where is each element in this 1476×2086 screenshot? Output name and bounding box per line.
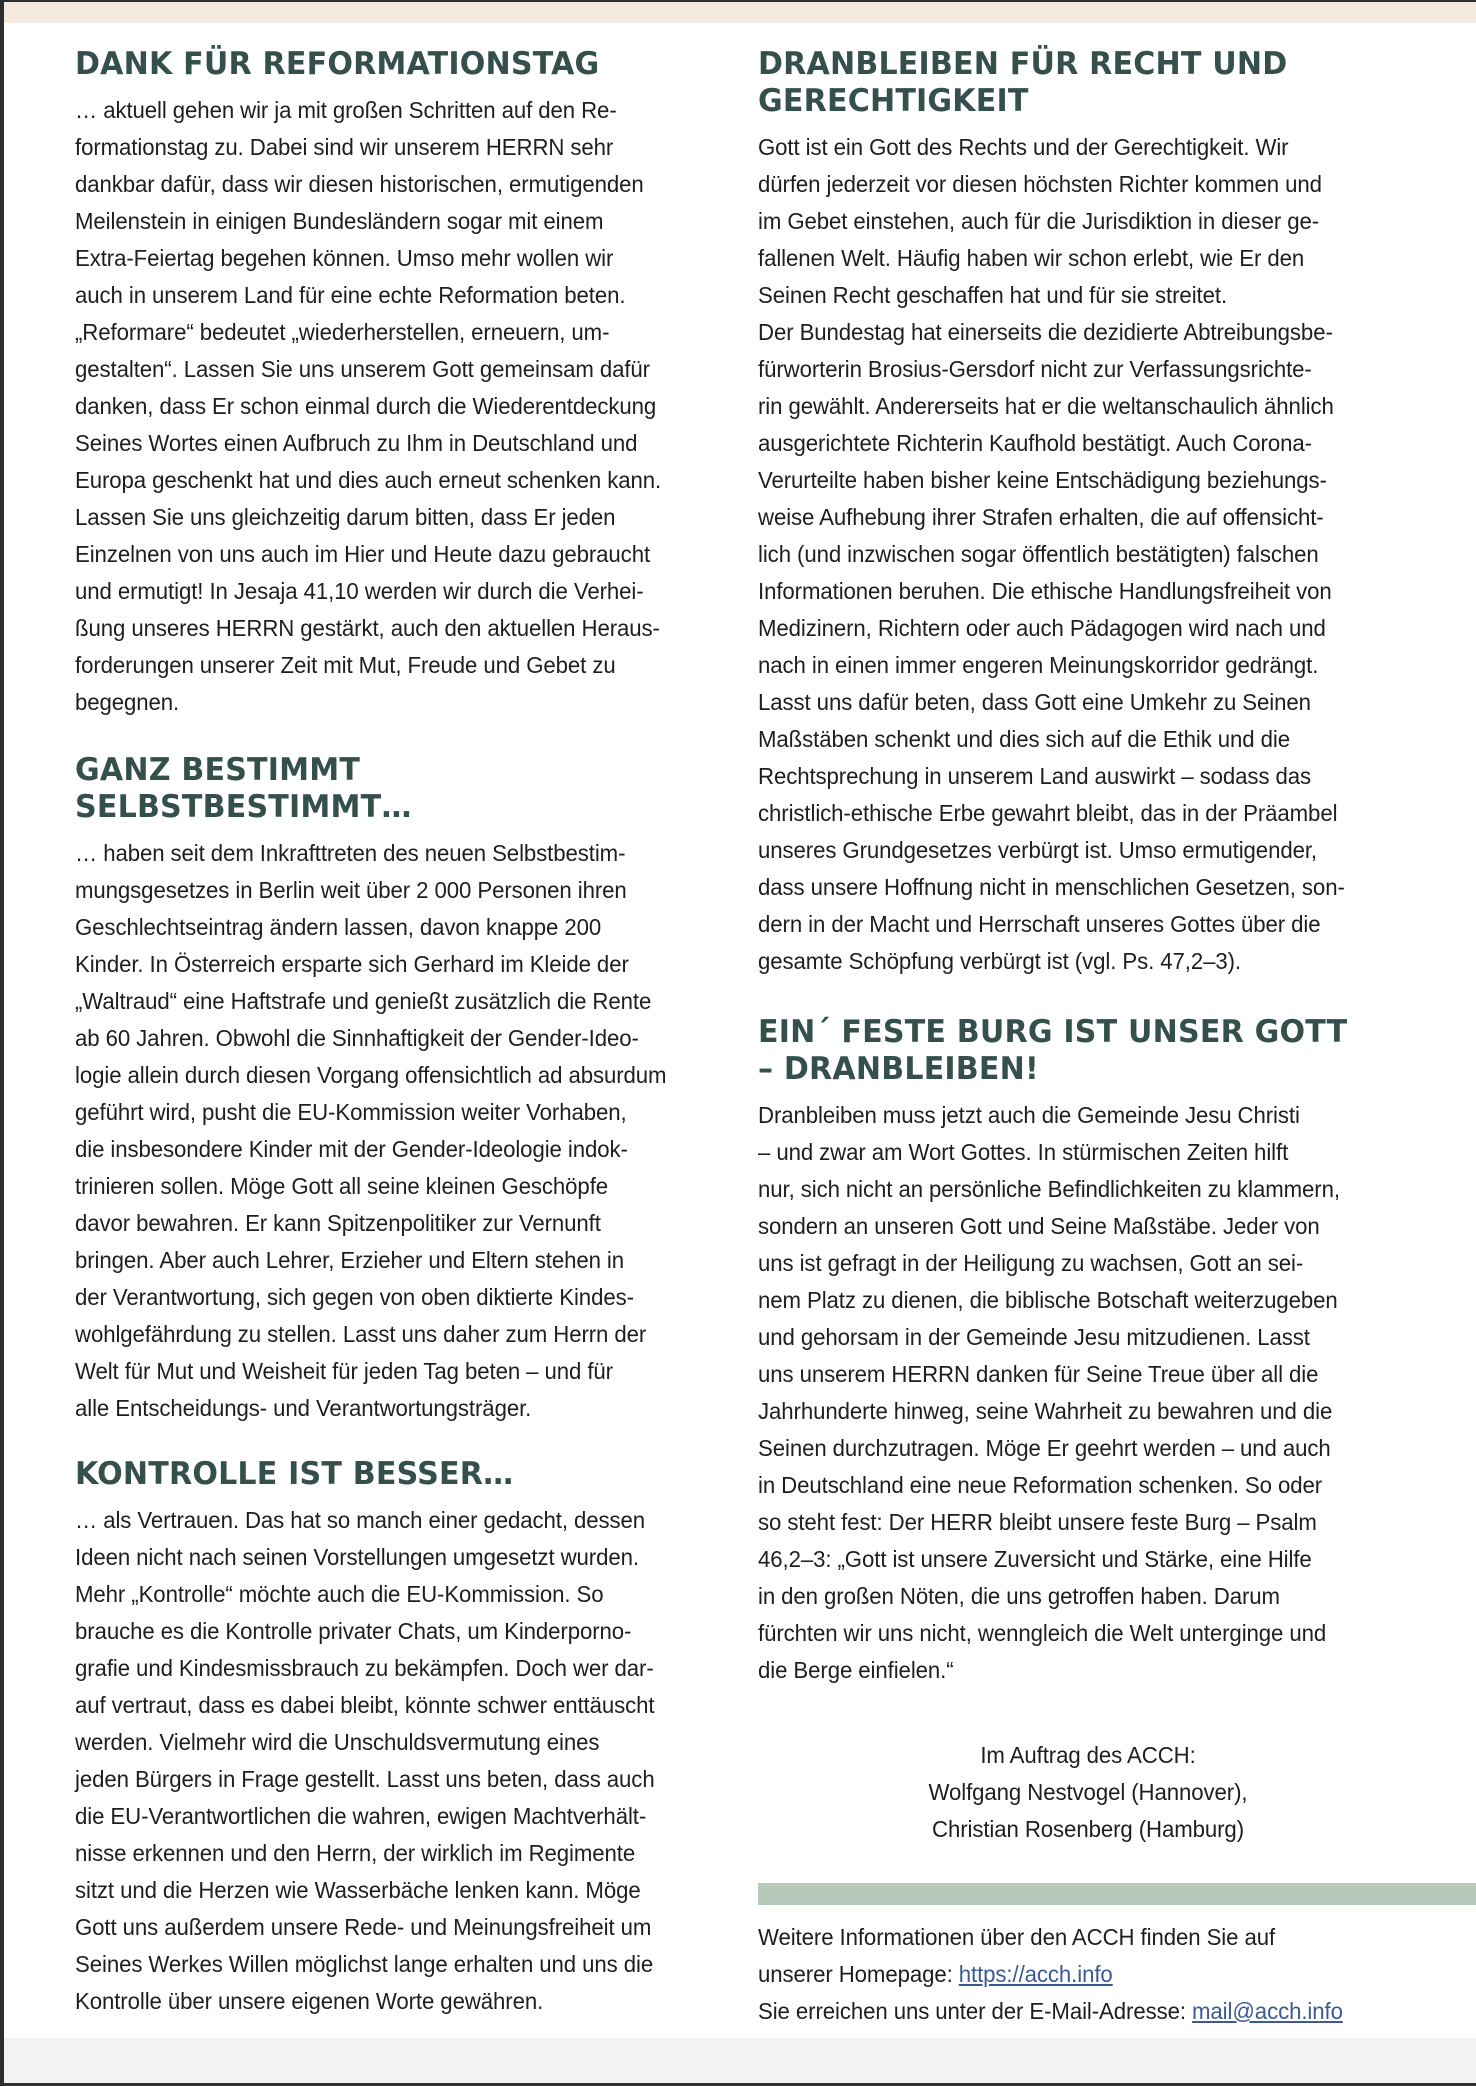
- body-text-line: trinieren sollen. Möge Gott all seine kleinen Geschöpfe: [75, 1173, 609, 1199]
- section-heading: KONTROLLE IST BESSER…: [75, 1456, 514, 1492]
- body-text-line: davor bewahren. Er kann Spitzenpolitiker zur Vernunft: [75, 1210, 601, 1236]
- body-text-line: gesamte Schöpfung verbürgt ist (vgl. Ps. 47,2–3).: [758, 948, 1241, 974]
- contact-info: [758, 1919, 1377, 2030]
- section-heading: GANZ BESTIMMT: [75, 752, 361, 788]
- homepage-line: [758, 1956, 1343, 1993]
- body-text-line: wohlgefährdung zu stellen. Lasst uns daher zum Herrn der: [75, 1321, 647, 1347]
- section-ein-feste-burg: [758, 1014, 1374, 1689]
- body-text-line: in Deutschland eine neue Reformation schenken. So oder: [758, 1472, 1323, 1498]
- homepage-link[interactable]: https://acch.info: [958, 1961, 1113, 1987]
- body-text-line: sitzt und die Herzen wie Wasserbäche lenken kann. Möge: [75, 1877, 641, 1903]
- body-text-line: Geschlechtseintrag ändern lassen, davon knappe 200: [75, 914, 602, 940]
- body-text-line: Welt für Mut und Weisheit für jeden Tag beten – und für: [75, 1358, 613, 1384]
- body-text-line: Der Bundestag hat einerseits die dezidierte Abtreibungsbe-: [758, 319, 1333, 345]
- body-text-line: mungsgesetzes in Berlin weit über 2 000 Personen ihren: [75, 877, 627, 903]
- body-text-line: nisse erkennen und den Herrn, der wirklich im Regimente: [75, 1840, 636, 1866]
- signature-line: Christian Rosenberg (Hamburg): [932, 1816, 1244, 1842]
- body-text-line: Verurteilte haben bisher keine Entschädigung beziehungs-: [758, 467, 1327, 493]
- body-text-line: im Gebet einstehen, auch für die Jurisdiktion in dieser ge-: [758, 208, 1320, 234]
- body-text-line: fürworterin Brosius-Gersdorf nicht zur Verfassungsrichte-: [758, 356, 1312, 382]
- body-text-line: Lasst uns dafür beten, dass Gott eine Umkehr zu Seinen: [758, 689, 1311, 715]
- body-text-line: in den großen Nöten, die uns getroffen haben. Darum: [758, 1583, 1280, 1609]
- body-text-line: ßung unseres HERRN gestärkt, auch den aktuellen Heraus-: [75, 615, 660, 641]
- body-text-line: Meilenstein in einigen Bundesländern sogar mit einem: [75, 208, 604, 234]
- body-text-line: danken, dass Er schon einmal durch die Wiederentdeckung: [75, 393, 657, 419]
- body-text-line: auf vertraut, dass es dabei bleibt, könnte schwer enttäuscht: [75, 1692, 655, 1718]
- signature-block: [758, 1737, 1418, 1848]
- body-text-line: Seines Werkes Willen möglichst lange erhalten und uns die: [75, 1951, 654, 1977]
- body-text-line: … als Vertrauen. Das hat so manch einer gedacht, dessen: [75, 1507, 646, 1533]
- body-text-line: begegnen.: [75, 689, 180, 715]
- section-heading: – DRANBLEIBEN!: [758, 1051, 1039, 1087]
- body-text-line: „Reformare“ bedeutet „wiederherstellen, erneuern, um-: [75, 319, 610, 345]
- section-body: [75, 835, 701, 1427]
- section-body: [758, 1097, 1374, 1689]
- body-text-line: Einzelnen von uns auch im Hier und Heute dazu gebraucht: [75, 541, 651, 567]
- section-heading: DANK FÜR REFORMATIONSTAG: [75, 46, 600, 82]
- body-text-line: bringen. Aber auch Lehrer, Erzieher und Eltern stehen in: [75, 1247, 625, 1273]
- body-text-line: Informationen beruhen. Die ethische Handlungsfreiheit von: [758, 578, 1332, 604]
- body-text-line: fallenen Welt. Häufig haben wir schon erlebt, wie Er den: [758, 245, 1305, 271]
- body-text-line: Kontrolle über unsere eigenen Worte gewähren.: [75, 1988, 544, 2014]
- body-text-line: – und zwar am Wort Gottes. In stürmischen Zeiten hilft: [758, 1139, 1289, 1165]
- body-text-line: christlich-ethische Erbe gewahrt bleibt, das in der Präambel: [758, 800, 1338, 826]
- body-text-line: dankbar dafür, dass wir diesen historischen, ermutigenden: [75, 171, 644, 197]
- section-kontrolle-ist-besser: [75, 1456, 688, 2020]
- body-text-line: auch in unserem Land für eine echte Reformation beten.: [75, 282, 626, 308]
- email-link[interactable]: mail@acch.info: [1192, 1998, 1343, 2024]
- body-text-line: Rechtsprechung in unserem Land auswirkt – sodass das: [758, 763, 1312, 789]
- body-text-line: uns unserem HERRN danken für Seine Treue über all die: [758, 1361, 1319, 1387]
- body-text-line: „Waltraud“ eine Haftstrafe und genießt zusätzlich die Rente: [75, 988, 652, 1014]
- body-text-line: Jahrhunderte hinweg, seine Wahrheit zu bewahren und die: [758, 1398, 1333, 1424]
- section-ganz-bestimmt-selbstbestimmt: [75, 752, 701, 1427]
- section-body: [75, 92, 695, 721]
- body-text-line: nem Platz zu dienen, die biblische Botschaft weiterzugeben: [758, 1287, 1338, 1313]
- body-text-line: Mehr „Kontrolle“ möchte auch die EU-Kommission. So: [75, 1581, 604, 1607]
- body-text-line: lich (und inzwischen sogar öffentlich bestätigten) falschen: [758, 541, 1319, 567]
- page-header-band: [0, 2, 1476, 23]
- body-text-line: die Berge einfielen.“: [758, 1657, 954, 1683]
- body-text-line: Seines Wortes einen Aufbruch zu Ihm in Deutschland und: [75, 430, 638, 456]
- body-text-line: Maßstäben schenkt und dies sich auf die Ethik und die: [758, 726, 1291, 752]
- body-text-line: alle Entscheidungs- und Verantwortungsträger.: [75, 1395, 532, 1421]
- body-text-line: uns ist gefragt in der Heiligung zu wachsen, Gott an sei-: [758, 1250, 1304, 1276]
- body-text-line: dern in der Macht und Herrschaft unseres Gottes über die: [758, 911, 1321, 937]
- body-text-line: logie allein durch diesen Vorgang offensichtlich ad absurdum: [75, 1062, 667, 1088]
- section-dranbleiben-recht-gerechtigkeit: [758, 46, 1379, 980]
- body-text-line: Dranbleiben muss jetzt auch die Gemeinde Jesu Christi: [758, 1102, 1300, 1128]
- body-text-line: nur, sich nicht an persönliche Befindlichkeiten zu klammern,: [758, 1176, 1340, 1202]
- contact-intro: Weitere Informationen über den ACCH finden Sie auf: [758, 1924, 1276, 1950]
- body-text-line: fürchten wir uns nicht, wenngleich die Welt unterginge und: [758, 1620, 1327, 1646]
- body-text-line: ab 60 Jahren. Obwohl die Sinnhaftigkeit der Gender-Ideo-: [75, 1025, 639, 1051]
- body-text-line: Seinen durchzutragen. Möge Er geehrt werden – und auch: [758, 1435, 1331, 1461]
- body-text-line: und gehorsam in der Gemeinde Jesu mitzudienen. Lasst: [758, 1324, 1310, 1350]
- section-heading: DRANBLEIBEN FÜR RECHT UND: [758, 46, 1288, 82]
- body-text-line: und ermutigt! In Jesaja 41,10 werden wir durch die Verhei-: [75, 578, 644, 604]
- section-body: [758, 129, 1379, 980]
- section-body: [75, 1502, 688, 2020]
- body-text-line: der Verantwortung, sich gegen von oben diktierte Kindes-: [75, 1284, 634, 1310]
- page-footer-band: [0, 2038, 1476, 2083]
- body-text-line: Gott uns außerdem unsere Rede- und Meinungsfreiheit um: [75, 1914, 652, 1940]
- email-line: [758, 1993, 1343, 2030]
- body-text-line: Seinen Recht geschaffen hat und für sie streitet.: [758, 282, 1228, 308]
- section-heading: EIN´ FESTE BURG IST UNSER GOTT: [758, 1014, 1348, 1050]
- signature-line: Im Auftrag des ACCH:: [980, 1742, 1196, 1768]
- body-text-line: werden. Vielmehr wird die Unschuldsvermutung eines: [75, 1729, 600, 1755]
- body-text-line: Extra-Feiertag begehen können. Umso mehr wollen wir: [75, 245, 614, 271]
- body-text-line: die insbesondere Kinder mit der Gender-Ideologie indok-: [75, 1136, 628, 1162]
- body-text-line: nach in einen immer engeren Meinungskorridor gedrängt.: [758, 652, 1319, 678]
- body-text-line: brauche es die Kontrolle privater Chats, um Kinderporno-: [75, 1618, 632, 1644]
- body-text-line: Ideen nicht nach seinen Vorstellungen umgesetzt wurden.: [75, 1544, 639, 1570]
- body-text-line: 46,2–3: „Gott ist unsere Zuversicht und Stärke, eine Hilfe: [758, 1546, 1312, 1572]
- body-text-line: geführt wird, pusht die EU-Kommission weiter Vorhaben,: [75, 1099, 627, 1125]
- body-text-line: grafie und Kindesmissbrauch zu bekämpfen. Doch wer dar-: [75, 1655, 654, 1681]
- section-heading: SELBSTBESTIMMT…: [75, 789, 412, 825]
- body-text-line: forderungen unserer Zeit mit Mut, Freude und Gebet zu: [75, 652, 616, 678]
- body-text-line: ausgerichtete Richterin Kaufhold bestätigt. Auch Corona-: [758, 430, 1312, 456]
- body-text-line: Gott ist ein Gott des Rechts und der Gerechtigkeit. Wir: [758, 134, 1289, 160]
- body-text-line: jeden Bürgers in Frage gestellt. Lasst uns beten, dass auch: [75, 1766, 655, 1792]
- body-text-line: Europa geschenkt hat und dies auch erneut schenken kann.: [75, 467, 662, 493]
- section-heading: GERECHTIGKEIT: [758, 83, 1029, 119]
- body-text-line: dass unsere Hoffnung nicht in menschlichen Gesetzen, son-: [758, 874, 1345, 900]
- contact-divider-bar: [758, 1883, 1476, 1905]
- body-text-line: unseres Grundgesetzes verbürgt ist. Umso ermutigender,: [758, 837, 1317, 863]
- body-text-line: rin gewählt. Andererseits hat er die weltanschaulich ähnlich: [758, 393, 1334, 419]
- body-text-line: … haben seit dem Inkrafttreten des neuen Selbstbestim-: [75, 840, 626, 866]
- body-text-line: Medizinern, Richtern oder auch Pädagogen wird nach und: [758, 615, 1326, 641]
- body-text-line: formationstag zu. Dabei sind wir unserem HERRN sehr: [75, 134, 614, 160]
- body-text-line: sondern an unseren Gott und Seine Maßstäbe. Jeder von: [758, 1213, 1320, 1239]
- section-dank-fuer-reformationstag: [75, 46, 695, 721]
- email-prefix: Sie erreichen uns unter der E-Mail-Adresse:: [758, 1998, 1193, 2024]
- body-text-line: … aktuell gehen wir ja mit großen Schritten auf den Re-: [75, 97, 617, 123]
- body-text-line: die EU-Verantwortlichen die wahren, ewigen Machtverhält-: [75, 1803, 647, 1829]
- body-text-line: gestalten“. Lassen Sie uns unserem Gott gemeinsam dafür: [75, 356, 650, 382]
- body-text-line: Lassen Sie uns gleichzeitig darum bitten, dass Er jeden: [75, 504, 616, 530]
- body-text-line: dürfen jederzeit vor diesen höchsten Richter kommen und: [758, 171, 1322, 197]
- homepage-prefix: unserer Homepage:: [758, 1961, 959, 1987]
- page-left-border: [0, 0, 4, 2086]
- body-text-line: weise Aufhebung ihrer Strafen erhalten, die auf offensicht-: [758, 504, 1324, 530]
- body-text-line: so steht fest: Der HERR bleibt unsere feste Burg – Psalm: [758, 1509, 1317, 1535]
- signature-line: Wolfgang Nestvogel (Hannover),: [928, 1779, 1248, 1805]
- body-text-line: Kinder. In Österreich ersparte sich Gerhard im Kleide der: [75, 951, 629, 977]
